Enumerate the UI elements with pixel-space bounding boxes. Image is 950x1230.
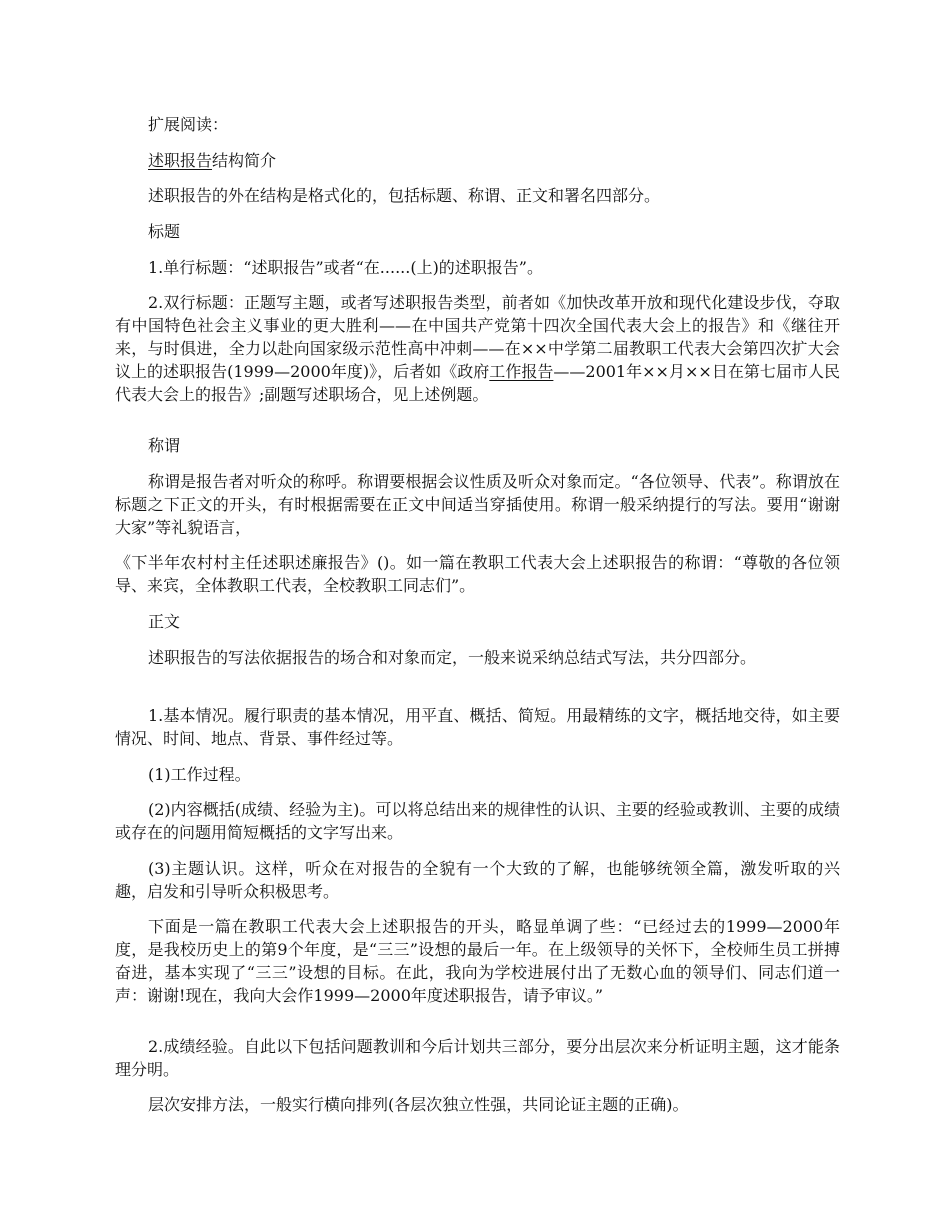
paragraph-salutation-example: 《下半年农村村主任述职述廉报告》()。如一篇在教职工代表大会上述职报告的称谓：“尊敬的各位领导、来宾，全体教职工代表，全校教职工同志们”。: [115, 553, 840, 595]
paragraph-content-summary: (2)内容概括(成绩、经验为主)。可以将总结出来的规律性的认识、主要的经验或教训、主要的成绩或存在的问题用简短概括的文字写出来。: [115, 800, 840, 842]
paragraph-layer-arrangement: 层次安排方法，一般实行横向排列(各层次独立性强，共同论证主题的正确)。: [148, 1095, 689, 1114]
paragraph-double-title: [115, 291, 840, 406]
paragraph-basic-situation: 1.基本情况。履行职责的基本情况，用平直、概括、简短。用最精练的文字，概括地交待，如主要情况、时间、地点、背景、事件经过等。: [115, 706, 840, 748]
heading-body: 正文: [148, 612, 181, 631]
paragraph-single-title: 1.单行标题：“述职报告”或者“在......(上)的述职报告”。: [148, 258, 543, 277]
section-heading-structure: [115, 149, 840, 172]
extended-reading-label: 扩展阅读：: [148, 115, 229, 134]
paragraph-work-process: (1)工作过程。: [148, 765, 251, 784]
double-title-rest: ——2001年××月××日在第七届市人民代表大会上的报告》;副题写述职场合，见上述例题。: [115, 362, 840, 404]
paragraph-example-opening: 下面是一篇在教职工代表大会上述职报告的开头，略显单调了些：“已经过去的1999—2000年度，是我校历史上的第9个年度，是“三三”设想的最后一年。在上级领导的关怀下，全校师生员工拼搏奋进，基本实现了“三三”设想的目标。在此，我向为学校进展付出了无数心血的领导们、同志们道一声：谢谢!现在，我向大会作1999—2000年度述职报告，请予审议。”: [115, 917, 840, 1005]
paragraph-body-intro: 述职报告的写法依据报告的场合和对象而定，一般来说采纳总结式写法，共分四部分。: [148, 648, 757, 667]
work-report-link[interactable]: 工作报告: [489, 362, 554, 381]
paragraph-achievements: 2.成绩经验。自此以下包括问题教训和今后计划共三部分，要分出层次来分析证明主题，这才能条理分明。: [115, 1037, 840, 1079]
paragraph-salutation: 称谓是报告者对听众的称呼。称谓要根据会议性质及听众对象而定。“各位领导、代表”。称谓放在标题之下正文的开头，有时根据需要在正文中间适当穿插使用。称谓一般采纳提行的写法。要用“谢谢大家”等礼貌语言，: [115, 472, 840, 537]
heading-title: 标题: [148, 222, 181, 241]
heading-rest: 结构简介: [212, 151, 277, 170]
paragraph-theme-understanding: (3)主题认识。这样，听众在对报告的全貌有一个大致的了解，也能够统领全篇，激发听取的兴趣，启发和引导听众积极思考。: [115, 859, 840, 901]
report-link[interactable]: 述职报告: [148, 151, 213, 170]
double-title-text: 2.双行标题：正题写主题，或者写述职报告类型，前者如《加快改革开放和现代化建设步伐，夺取有中国特色社会主义事业的更大胜利——在中国共产党第十四次全国代表大会上的报告》和《继往开来，与时俱进，全力以赴向国家级示范性高中冲刺——在××中学第二届教职工代表大会第四次扩大会议上的述职报告(1999—2000年度)》，后者如《政府: [115, 293, 840, 381]
heading-salutation: 称谓: [148, 436, 181, 455]
intro-paragraph: 述职报告的外在结构是格式化的，包括标题、称谓、正文和署名四部分。: [148, 186, 661, 205]
